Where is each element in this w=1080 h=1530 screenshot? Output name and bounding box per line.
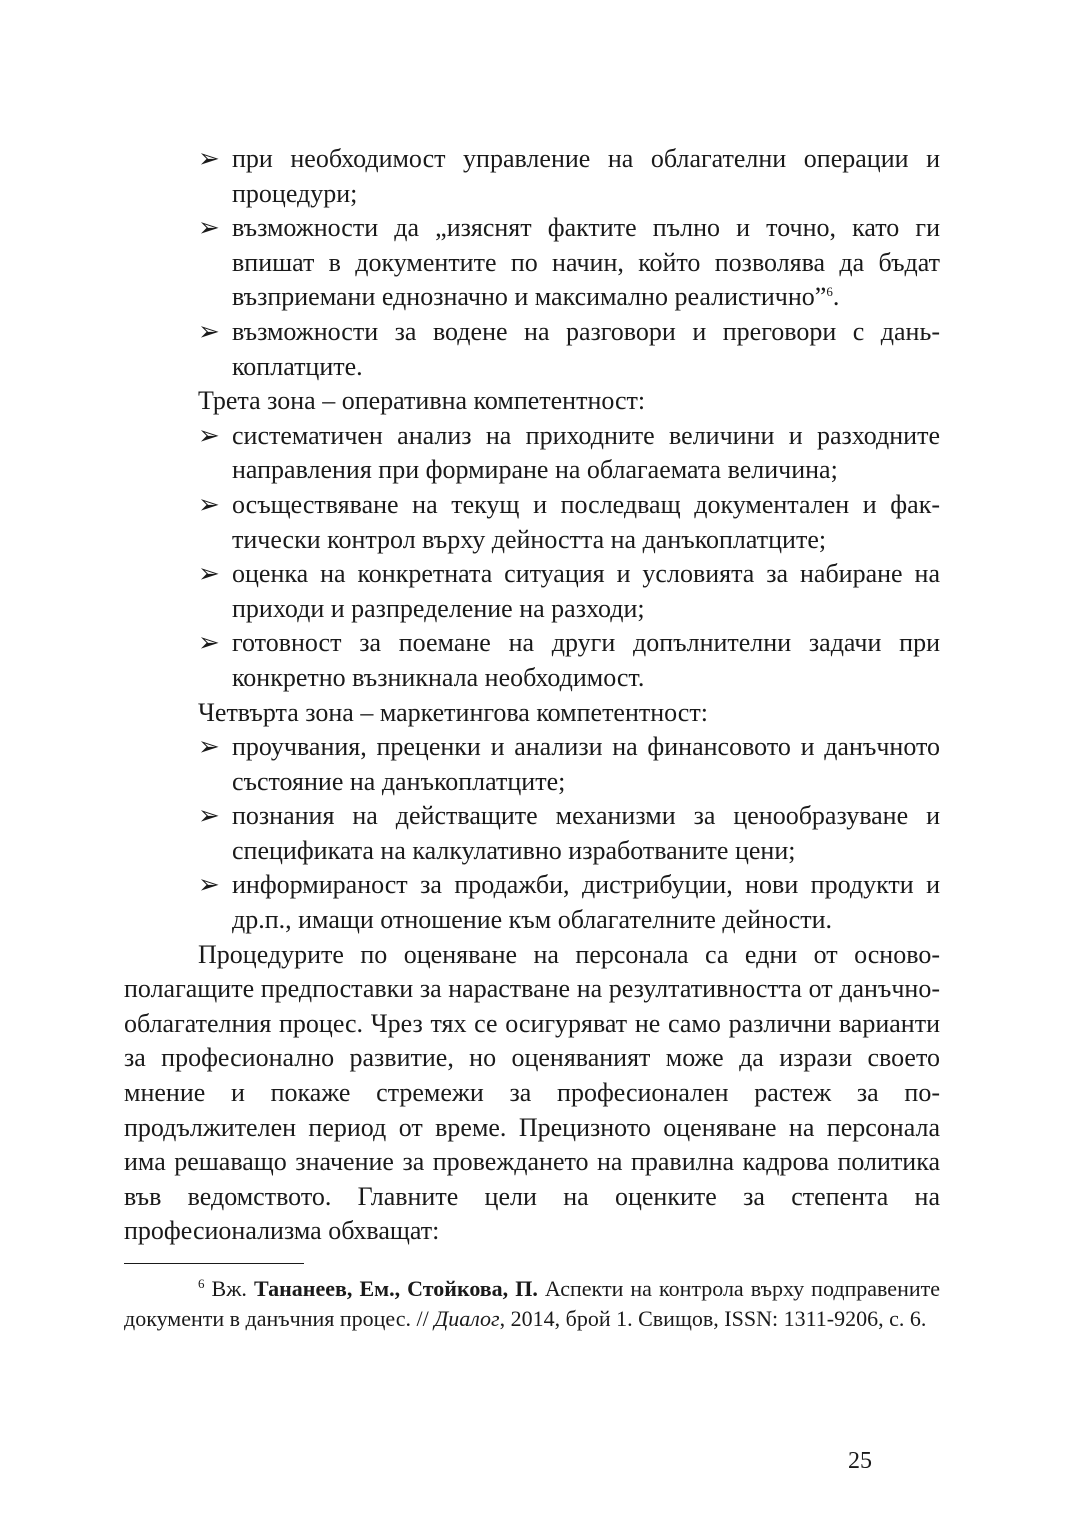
list-item xyxy=(124,488,940,557)
arrowhead-bullet-icon: ➢ xyxy=(198,628,220,658)
footnote-prefix: Вж. xyxy=(204,1276,254,1301)
arrowhead-bullet-icon: ➢ xyxy=(198,213,220,243)
arrowhead-bullet-icon: ➢ xyxy=(198,559,220,589)
footnote xyxy=(124,1274,940,1334)
footnote-number: 6 xyxy=(198,1276,205,1291)
footnote-journal: Диалог xyxy=(434,1306,500,1331)
arrowhead-bullet-icon: ➢ xyxy=(198,144,220,173)
page-content xyxy=(124,142,940,1334)
footnote-text-end: , 2014, брой 1. Свищов, ISSN: 1311-9206, с. 6. xyxy=(499,1306,927,1331)
list-item xyxy=(124,419,940,488)
list-item xyxy=(124,211,940,315)
bullet-text: познания на действащите механизми за ценообразуване и спецификата на калкулативно изработваните цени; xyxy=(232,801,940,865)
bullet-text: възможности за водене на разговори и преговори с данькоплатците. xyxy=(232,316,940,381)
list-item xyxy=(124,557,940,626)
list-item xyxy=(124,799,940,868)
bullet-text: готовност за поемане на други допълнителни задачи при конкретно възникнала необходимост. xyxy=(232,628,940,692)
bullet-list-top xyxy=(124,142,940,384)
bullet-text-tail: . xyxy=(832,282,840,312)
body-paragraph: Процедурите по оценяване на персонала са едни от основополагащите предпоставки за нарастване на резултативността от данъчно-облагателния процес. Чрез тях се осигуряват не само различни варианти за професионално развитие, но оценяваният може да изрази своето мнение и покаже стремежи за професионален растеж за по-продължителен период от време. Прецизното оценяване на персонала има решаващо значение за провеждането на правилна кадрова политика във ведомството. Главните цели на оценките за степента на професионализма обхващат: xyxy=(124,939,940,1246)
arrowhead-bullet-icon: ➢ xyxy=(198,489,220,519)
bullet-text: възможности да „изяснят фактите пълно и точно, като ги впишат в документите по начин, който позволява да бъдат възприемани еднозначно и максимално реалистично” xyxy=(232,213,940,312)
bullet-text: при необходимост управление на облагателни операции и процедури; xyxy=(232,144,940,208)
footnote-separator xyxy=(124,1263,304,1264)
bullet-list-zone-3 xyxy=(124,419,940,696)
footnote-authors: Тананеев, Ем., Стойкова, П. xyxy=(254,1276,538,1301)
footnote-text: Аспекти на контрола върху подправените документи в данъчния процес. // xyxy=(124,1276,941,1331)
bullet-text: систематичен анализ на приходните величини и разходните направления при формиране на облагаемата величина; xyxy=(232,420,940,485)
bullet-text: оценка на конкретната ситуация и условията за набиране на приходи и разпределение на разходи; xyxy=(232,559,940,623)
bullet-text: информираност за продажби, дистрибуции, нови продукти и др.п., имащи отношение към облагателните дейности. xyxy=(232,870,940,935)
page-number: 25 xyxy=(848,1448,872,1474)
bullet-text: осъществяване на текущ и последващ документален и фактически контрол върху дейността на данъкоплатците; xyxy=(232,489,940,554)
bullet-text: проучвания, преценки и анализи на финансовото и данъчното състояние на данъкоплатците; xyxy=(232,732,940,796)
footnote-reference: 6 xyxy=(826,284,833,300)
bullet-list-zone-4 xyxy=(124,730,940,938)
arrowhead-bullet-icon: ➢ xyxy=(198,420,220,450)
arrowhead-bullet-icon: ➢ xyxy=(198,316,220,346)
arrowhead-bullet-icon: ➢ xyxy=(198,801,220,831)
zone-3-heading: Трета зона – оперативна компетентност: xyxy=(198,386,646,416)
zone-4-heading: Четвърта зона – маркетингова компетентност: xyxy=(198,697,708,727)
list-item xyxy=(124,868,940,937)
list-item xyxy=(124,315,940,384)
arrowhead-bullet-icon: ➢ xyxy=(198,732,220,762)
list-item xyxy=(124,730,940,799)
list-item xyxy=(124,142,940,211)
list-item xyxy=(124,626,940,695)
arrowhead-bullet-icon: ➢ xyxy=(198,870,220,900)
